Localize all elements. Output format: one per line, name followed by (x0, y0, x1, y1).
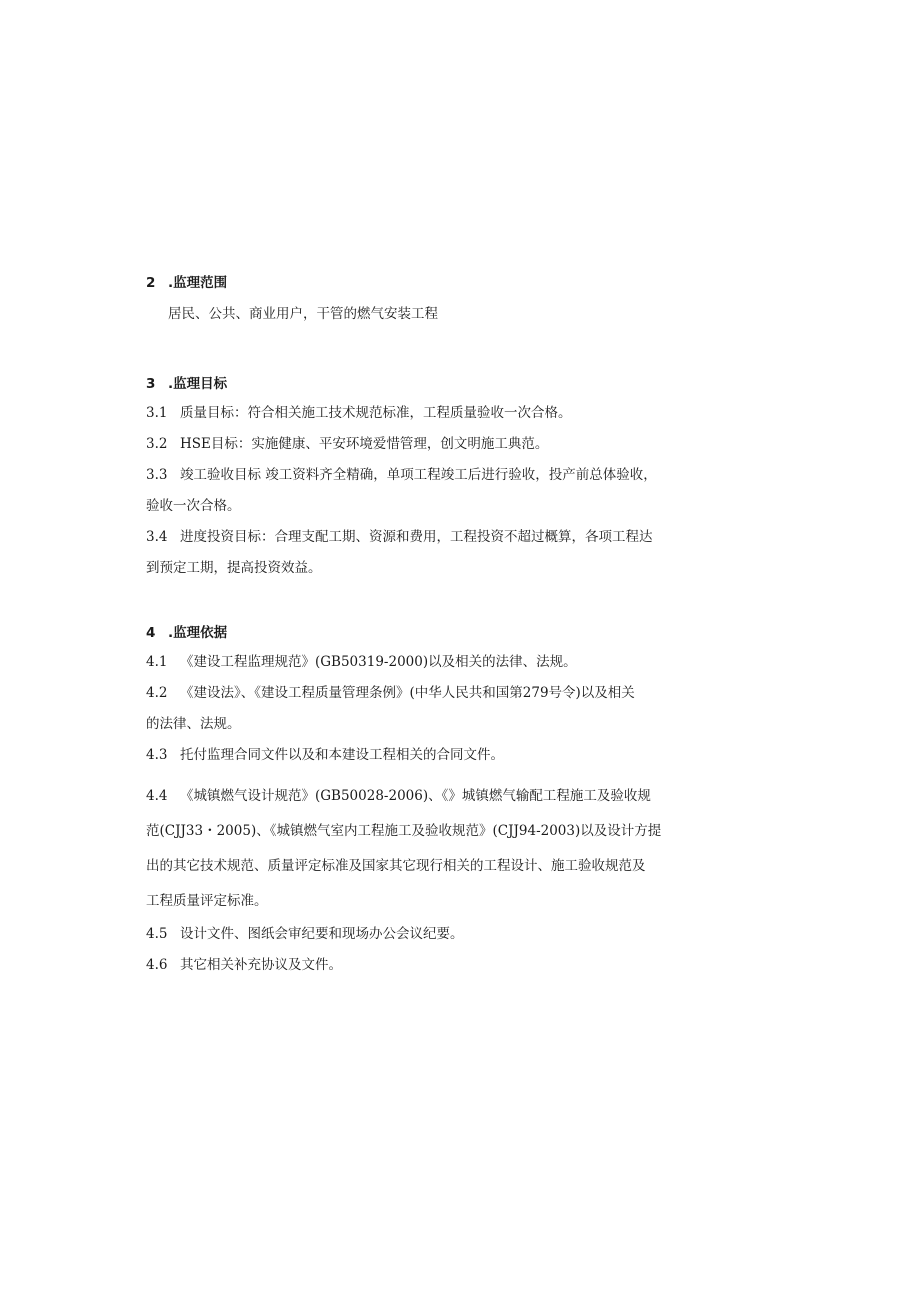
item-3-3-number: 3.3 (146, 467, 168, 483)
item-4-5 (146, 919, 694, 950)
section-2-body (146, 299, 438, 330)
item-3-3 (146, 460, 694, 491)
item-3-4 (146, 522, 694, 553)
section-3-heading: .监理目标 (168, 376, 228, 392)
item-4-4 (146, 779, 694, 814)
section-4-heading: .监理依据 (168, 625, 228, 641)
item-4-1-number: 4.1 (146, 654, 168, 670)
item-4-4-text: 《城镇燃气设计规范》(GB50028-2006)、《》城镇燃气输配工程施工及验收规 (180, 788, 651, 804)
item-4-4-continuation-3: 工程质量评定标准。 (146, 893, 268, 909)
item-3-4-number: 3.4 (146, 529, 168, 545)
section-2-number: 2 (146, 275, 156, 291)
item-4-2-number: 4.2 (146, 685, 168, 701)
item-3-1-text: 质量目标：符合相关施工技术规范标准，工程质量验收一次合格。 (180, 405, 572, 421)
item-4-2 (146, 678, 694, 709)
item-4-1-text: 《建设工程监理规范》(GB50319-2000)以及相关的法律、法规。 (180, 654, 577, 670)
item-4-5-text: 设计文件、图纸会审纪要和现场办公会议纪要。 (180, 926, 464, 942)
item-4-4-continuation-2: 出的其它技术规范、质量评定标准及国家其它现行相关的工程设计、施工验收规范及 (146, 858, 646, 874)
item-3-2-text: HSE目标：实施健康、平安环境爱惜管理，创文明施工典范。 (180, 436, 549, 452)
item-4-2-continuation: 的法律、法规。 (146, 716, 241, 732)
section-2-text: 居民、公共、商业用户，干管的燃气安装工程 (168, 306, 438, 322)
item-4-2-text: 《建设法》、《建设工程质量管理条例》(中华人民共和国第279号令)以及相关 (180, 685, 635, 701)
item-3-4-continuation: 到预定工期，提高投资效益。 (146, 560, 322, 576)
section-3-number: 3 (146, 376, 156, 392)
item-3-4-text: 进度投资目标：合理支配工期、资源和费用，工程投资不超过概算，各项工程达 (180, 529, 653, 545)
item-4-3 (146, 740, 694, 771)
item-3-3-text: 竣工验收目标 竣工资料齐全精确，单项工程竣工后进行验收，投产前总体验收， (180, 467, 657, 483)
section-3-body (146, 398, 694, 584)
item-3-2-number: 3.2 (146, 436, 168, 452)
item-4-1 (146, 647, 694, 678)
item-4-6-text: 其它相关补充协议及文件。 (180, 957, 342, 973)
item-4-4-number: 4.4 (146, 788, 168, 804)
item-4-6-number: 4.6 (146, 957, 168, 973)
item-4-6 (146, 950, 694, 981)
item-3-3-continuation: 验收一次合格。 (146, 498, 241, 514)
item-4-5-number: 4.5 (146, 926, 168, 942)
section-4-body (146, 647, 694, 981)
section-3-title (146, 373, 227, 395)
section-4-number: 4 (146, 625, 156, 641)
item-3-1-number: 3.1 (146, 405, 168, 421)
item-4-4-continuation-1: 范(CJJ33・2005)、《城镇燃气室内工程施工及验收规范》(CJJ94-2003)以及设计方提 (146, 823, 662, 839)
section-4-title (146, 622, 227, 644)
item-3-1 (146, 398, 694, 429)
item-4-3-text: 托付监理合同文件以及和本建设工程相关的合同文件。 (180, 747, 504, 763)
section-2-heading: .监理范围 (168, 275, 228, 291)
section-2-title (146, 272, 227, 294)
item-4-3-number: 4.3 (146, 747, 168, 763)
item-3-2 (146, 429, 694, 460)
